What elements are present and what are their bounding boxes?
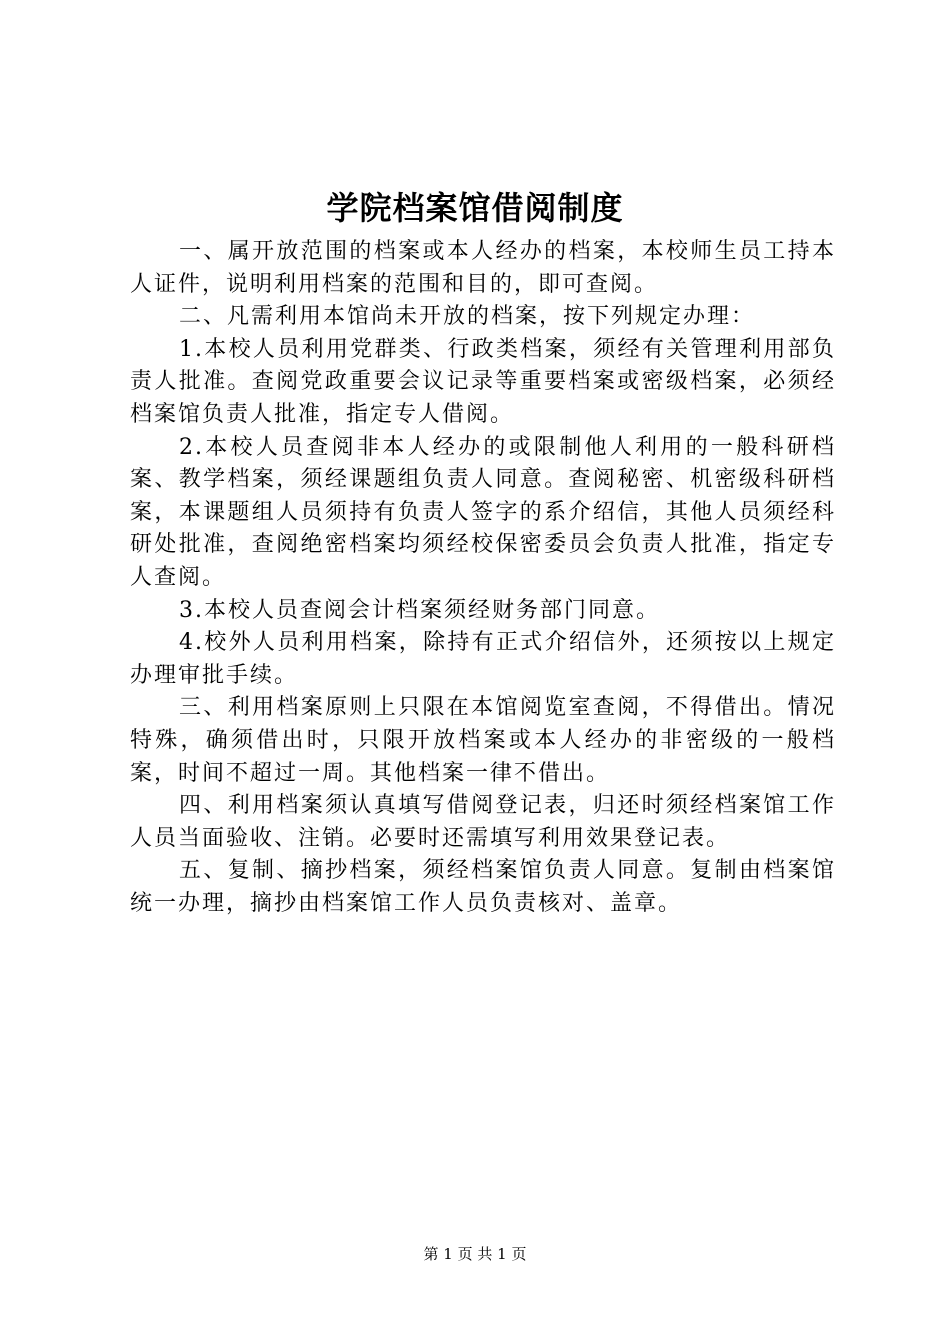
document-title: 学院档案馆借阅制度 (326, 189, 624, 227)
paragraph-1: 一、属开放范围的档案或本人经办的档案，本校师生员工持本人证件，说明利用档案的范围和目的，即可查阅。 (130, 239, 836, 297)
paragraph-3: 1.本校人员利用党群类、行政类档案，须经有关管理利用部负责人批准。查阅党政重要会议记录等重要档案或密级档案，必须经档案馆负责人批准，指定专人借阅。 (130, 336, 836, 427)
paragraph-5: 3.本校人员查阅会计档案须经财务部门同意。 (179, 597, 660, 623)
page-footer: 第 1 页 共 1 页 (423, 1245, 527, 1263)
document-body (130, 236, 836, 920)
paragraph-2: 二、凡需利用本馆尚未开放的档案，按下列规定办理： (179, 304, 756, 330)
paragraph-4: 2.本校人员查阅非本人经办的或限制他人利用的一般科研档案、教学档案，须经课题组负责人同意。查阅秘密、机密级科研档案，本课题组人员须持有负责人签字的系介绍信，其他人员须经科研处批准，查阅绝密档案均须经校保密委员会负责人批准，指定专人查阅。 (130, 434, 836, 590)
paragraph-7: 三、利用档案原则上只限在本馆阅览室查阅，不得借出。情况特殊，确须借出时，只限开放档案或本人经办的非密级的一般档案，时间不超过一周。其他档案一律不借出。 (130, 695, 836, 786)
paragraph-8: 四、利用档案须认真填写借阅登记表，归还时须经档案馆工作人员当面验收、注销。必要时还需填写利用效果登记表。 (130, 793, 836, 851)
paragraph-6: 4.校外人员利用档案，除持有正式介绍信外，还须按以上规定办理审批手续。 (130, 630, 836, 688)
paragraph-9: 五、复制、摘抄档案，须经档案馆负责人同意。复制由档案馆统一办理，摘抄由档案馆工作人员负责核对、盖章。 (130, 858, 836, 916)
